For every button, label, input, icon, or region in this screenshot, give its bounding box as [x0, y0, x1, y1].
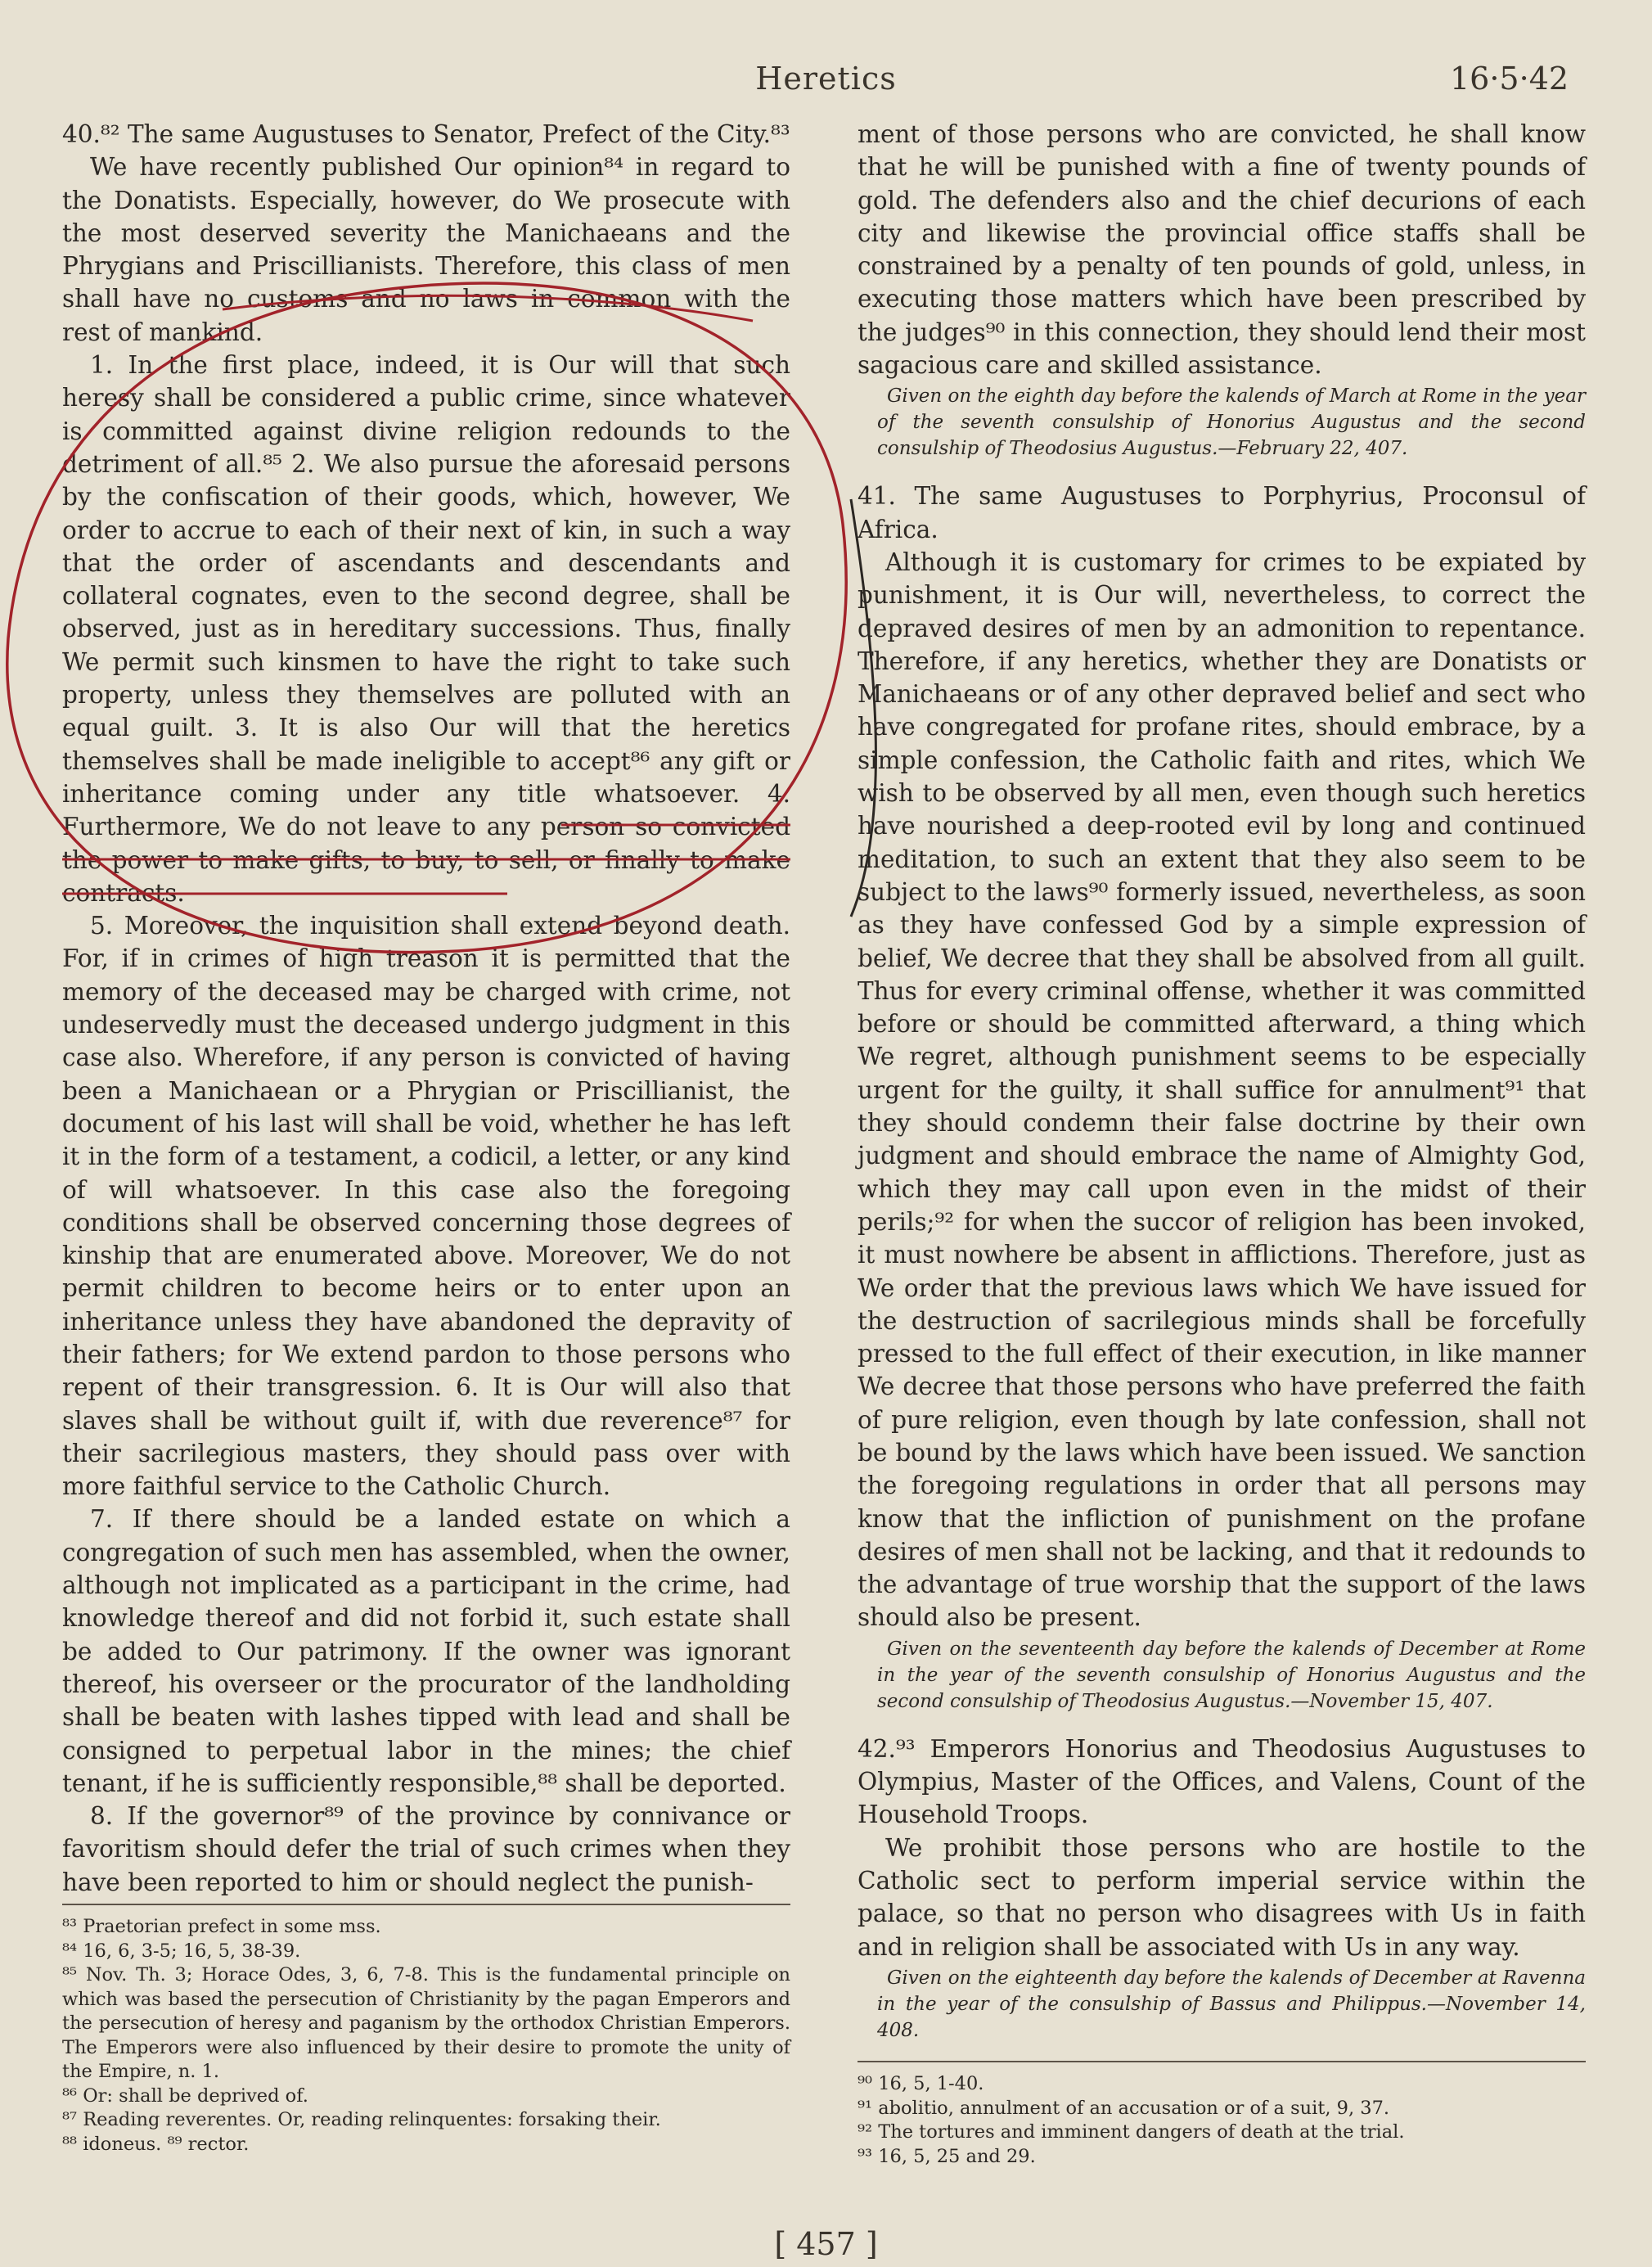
right-column	[858, 118, 1586, 2044]
paragraph-gap	[858, 1715, 1586, 1733]
paragraph: 5. Moreover, the inquisition shall extend beyond death. For, if in crimes of high treason it is permitted that the memory of the deceased may be charged with crime, not undeservedly must the deceased undergo judgment in this case also. Wherefore, if any person is convicted of having been a Manichaean or a Phrygian or Priscillianist, the document of his last will shall be void, whether he has left it in the form of a testament, a codicil, a letter, or any kind of will whatsoever. In this case also the foregoing conditions shall be observed concerning those degrees of kinship that are enumerated above. Moreover, We do not permit children to become heirs or to enter upon an inheritance unless they have abandoned the depravity of their fathers; for We extend pardon to those persons who repent of their transgression. 6. It is Our will also that slaves shall be without guilt if, with due reverence⁸⁷ for their sacrilegious masters, they should pass over with more faithful service to the Catholic Church.	[62, 912, 790, 1501]
paragraph: 40.⁸² The same Augustuses to Senator, Prefect of the City.⁸³	[62, 120, 790, 148]
right-footnotes	[858, 2072, 1586, 2169]
left-column	[62, 118, 790, 1899]
running-head-title: Heretics	[755, 61, 897, 97]
footnote: ⁸⁴ 16, 6, 3-5; 16, 5, 38-39.	[62, 1940, 301, 1962]
footnote: ⁹² The tortures and imminent dangers of death at the trial.	[858, 2121, 1405, 2143]
paragraph: 7. If there should be a landed estate on which a congregation of such men has assembled, when the owner, although not implicated as a participant in the crime, had knowledge thereof and did not forbid it, such estate shall be added to Our patrimony. If the owner was ignorant thereof, his overseer or the procurator of the landholding shall be beaten with lashes tipped with lead and shall be consigned to perpetual labor in the mines; the chief tenant, if he is sufficiently responsible,⁸⁸ shall be deported.	[62, 1505, 790, 1797]
paragraph: We prohibit those persons who are hostile to the Catholic sect to perform imperial service within the palace, so that no person who disagrees with Us in faith and in religion shall be associated with Us in any way.	[858, 1833, 1586, 1961]
footnote: ⁸⁸ idoneus. ⁸⁹ rector.	[62, 2133, 250, 2155]
date-line: Given on the seventeenth day before the kalends of December at Rome in the year of the seventh consulship of Honorius Augustus and the second consulship of Theodosius Augustus.—November 15, 407.	[877, 1638, 1586, 1712]
paragraph-gap	[858, 462, 1586, 480]
footnote: ⁹³ 16, 5, 25 and 29.	[858, 2145, 1036, 2167]
footnote: ⁹⁰ 16, 5, 1-40.	[858, 2073, 984, 2094]
paragraph: ment of those persons who are convicted, he shall know that he will be punished with a fine of twenty pounds of gold. The defenders also and the chief decurions of each city and likewise the provincial office staffs shall be constrained by a penalty of ten pounds of gold, unless, in executing those matters which have been prescribed by the judges⁹⁰ in this connection, they should lend their most sagacious care and skilled assistance.	[858, 120, 1586, 380]
paragraph: 42.⁹³ Emperors Honorius and Theodosius Augustuses to Olympius, Master of the Offices, and Valens, Count of the Household Troops.	[858, 1734, 1586, 1829]
page-number: [ 457 ]	[774, 2226, 878, 2262]
date-line: Given on the eighth day before the kalends of March at Rome in the year of the seventh consulship of Honorius Augustus and the second consulship of Theodosius Augustus.—February 22, 407.	[877, 385, 1586, 460]
footnote: ⁸⁵ Nov. Th. 3; Horace Odes, 3, 6, 7-8. This is the fundamental principle on which was based the persecution of Christianity by the pagan Emperors and the persecution of heresy and paganism by the orthodox Christian Emperors. The Emperors were also influenced by their desire to promote the unity of the Empire, n. 1.	[62, 1964, 790, 2082]
paragraph: We have recently published Our opinion⁸⁴ in regard to the Donatists. Especially, however, do We prosecute with the most deserved severity the Manichaeans and the Phrygians and Priscillianists. Therefore, this class of men shall have no customs and no laws in common with the rest of mankind.	[62, 153, 790, 346]
paragraph: 41. The same Augustuses to Porphyrius, Proconsul of Africa.	[858, 482, 1586, 543]
right-footnote-rule	[858, 2061, 1586, 2062]
footnote: ⁸⁷ Reading reverentes. Or, reading relinquentes: forsaking their.	[62, 2109, 661, 2130]
running-head-section-ref: 16·5·42	[1450, 61, 1569, 97]
footnote: ⁸⁶ Or: shall be deprived of.	[62, 2084, 308, 2107]
paragraph: 8. If the governor⁸⁹ of the province by connivance or favoritism should defer the trial of such crimes when they have been reported to him or should neglect the punish-	[62, 1802, 790, 1896]
paragraph: Although it is customary for crimes to be expiated by punishment, it is Our will, nevertheless, to correct the depraved desires of men by an admonition to repentance. Therefore, if any heretics, whether they are Donatists or Manichaeans or of any other depraved belief and sect who have congregated for profane rites, should embrace, by a simple confession, the Catholic faith and rites, which We wish to be observed by all men, even though such heretics have nourished a deep-rooted evil by long and continued meditation, to such an extent that they also seem to be subject to the laws⁹⁰ formerly issued, nevertheless, as soon as they have confessed God by a simple expression of belief, We decree that they shall be absolved from all guilt. Thus for every criminal offense, whether it was committed before or should be committed afterward, a thing which We regret, although punishment seems to be especially urgent for the guilty, it shall suffice for annulment⁹¹ that they should condemn their false doctrine by their own judgment and should embrace the name of Almighty God, which they may call upon even in the midst of their perils;⁹² for when the succor of religion has been invoked, it must nowhere be absent in afflictions. Therefore, just as We order that the previous laws which We have issued for the destruction of sacrilegious minds shall be forcefully pressed to the full effect of their execution, in like manner We decree that those persons who have preferred the faith of pure religion, even though by late confession, shall not be bound by the laws which have been issued. We sanction the foregoing regulations in order that all persons may know that the infliction of punishment on the profane desires of men shall not be lacking, and that it redounds to the advantage of true worship that the support of the laws should also be present.	[858, 548, 1586, 1632]
left-footnotes	[62, 1915, 790, 2157]
footnote: ⁸³ Praetorian prefect in some mss.	[62, 1916, 381, 1937]
left-footnote-rule	[62, 1904, 790, 1905]
date-line: Given on the eighteenth day before the kalends of December at Ravenna in the year of the consulship of Bassus and Philippus.—November 14, 408.	[877, 1967, 1586, 2041]
paragraph: 1. In the first place, indeed, it is Our will that such heresy shall be considered a public crime, since whatever is committed against divine religion redounds to the detriment of all.⁸⁵ 2. We also pursue the aforesaid persons by the confiscation of their goods, which, however, We order to accrue to each of their next of kin, in such a way that the order of ascendants and descendants and collateral cognates, even to the second degree, shall be observed, just as in hereditary successions. Thus, finally We permit such kinsmen to have the right to take such property, unless they themselves are polluted with an equal guilt. 3. It is also Our will that the heretics themselves shall be made ineligible to accept⁸⁶ any gift or inheritance coming under any title whatsoever. 4. Furthermore, We do not leave to any person so convicted the power to make gifts, to buy, to sell, or finally to make contracts.	[62, 351, 790, 907]
footnote: ⁹¹ abolitio, annulment of an accusation or of a suit, 9, 37.	[858, 2097, 1390, 2119]
